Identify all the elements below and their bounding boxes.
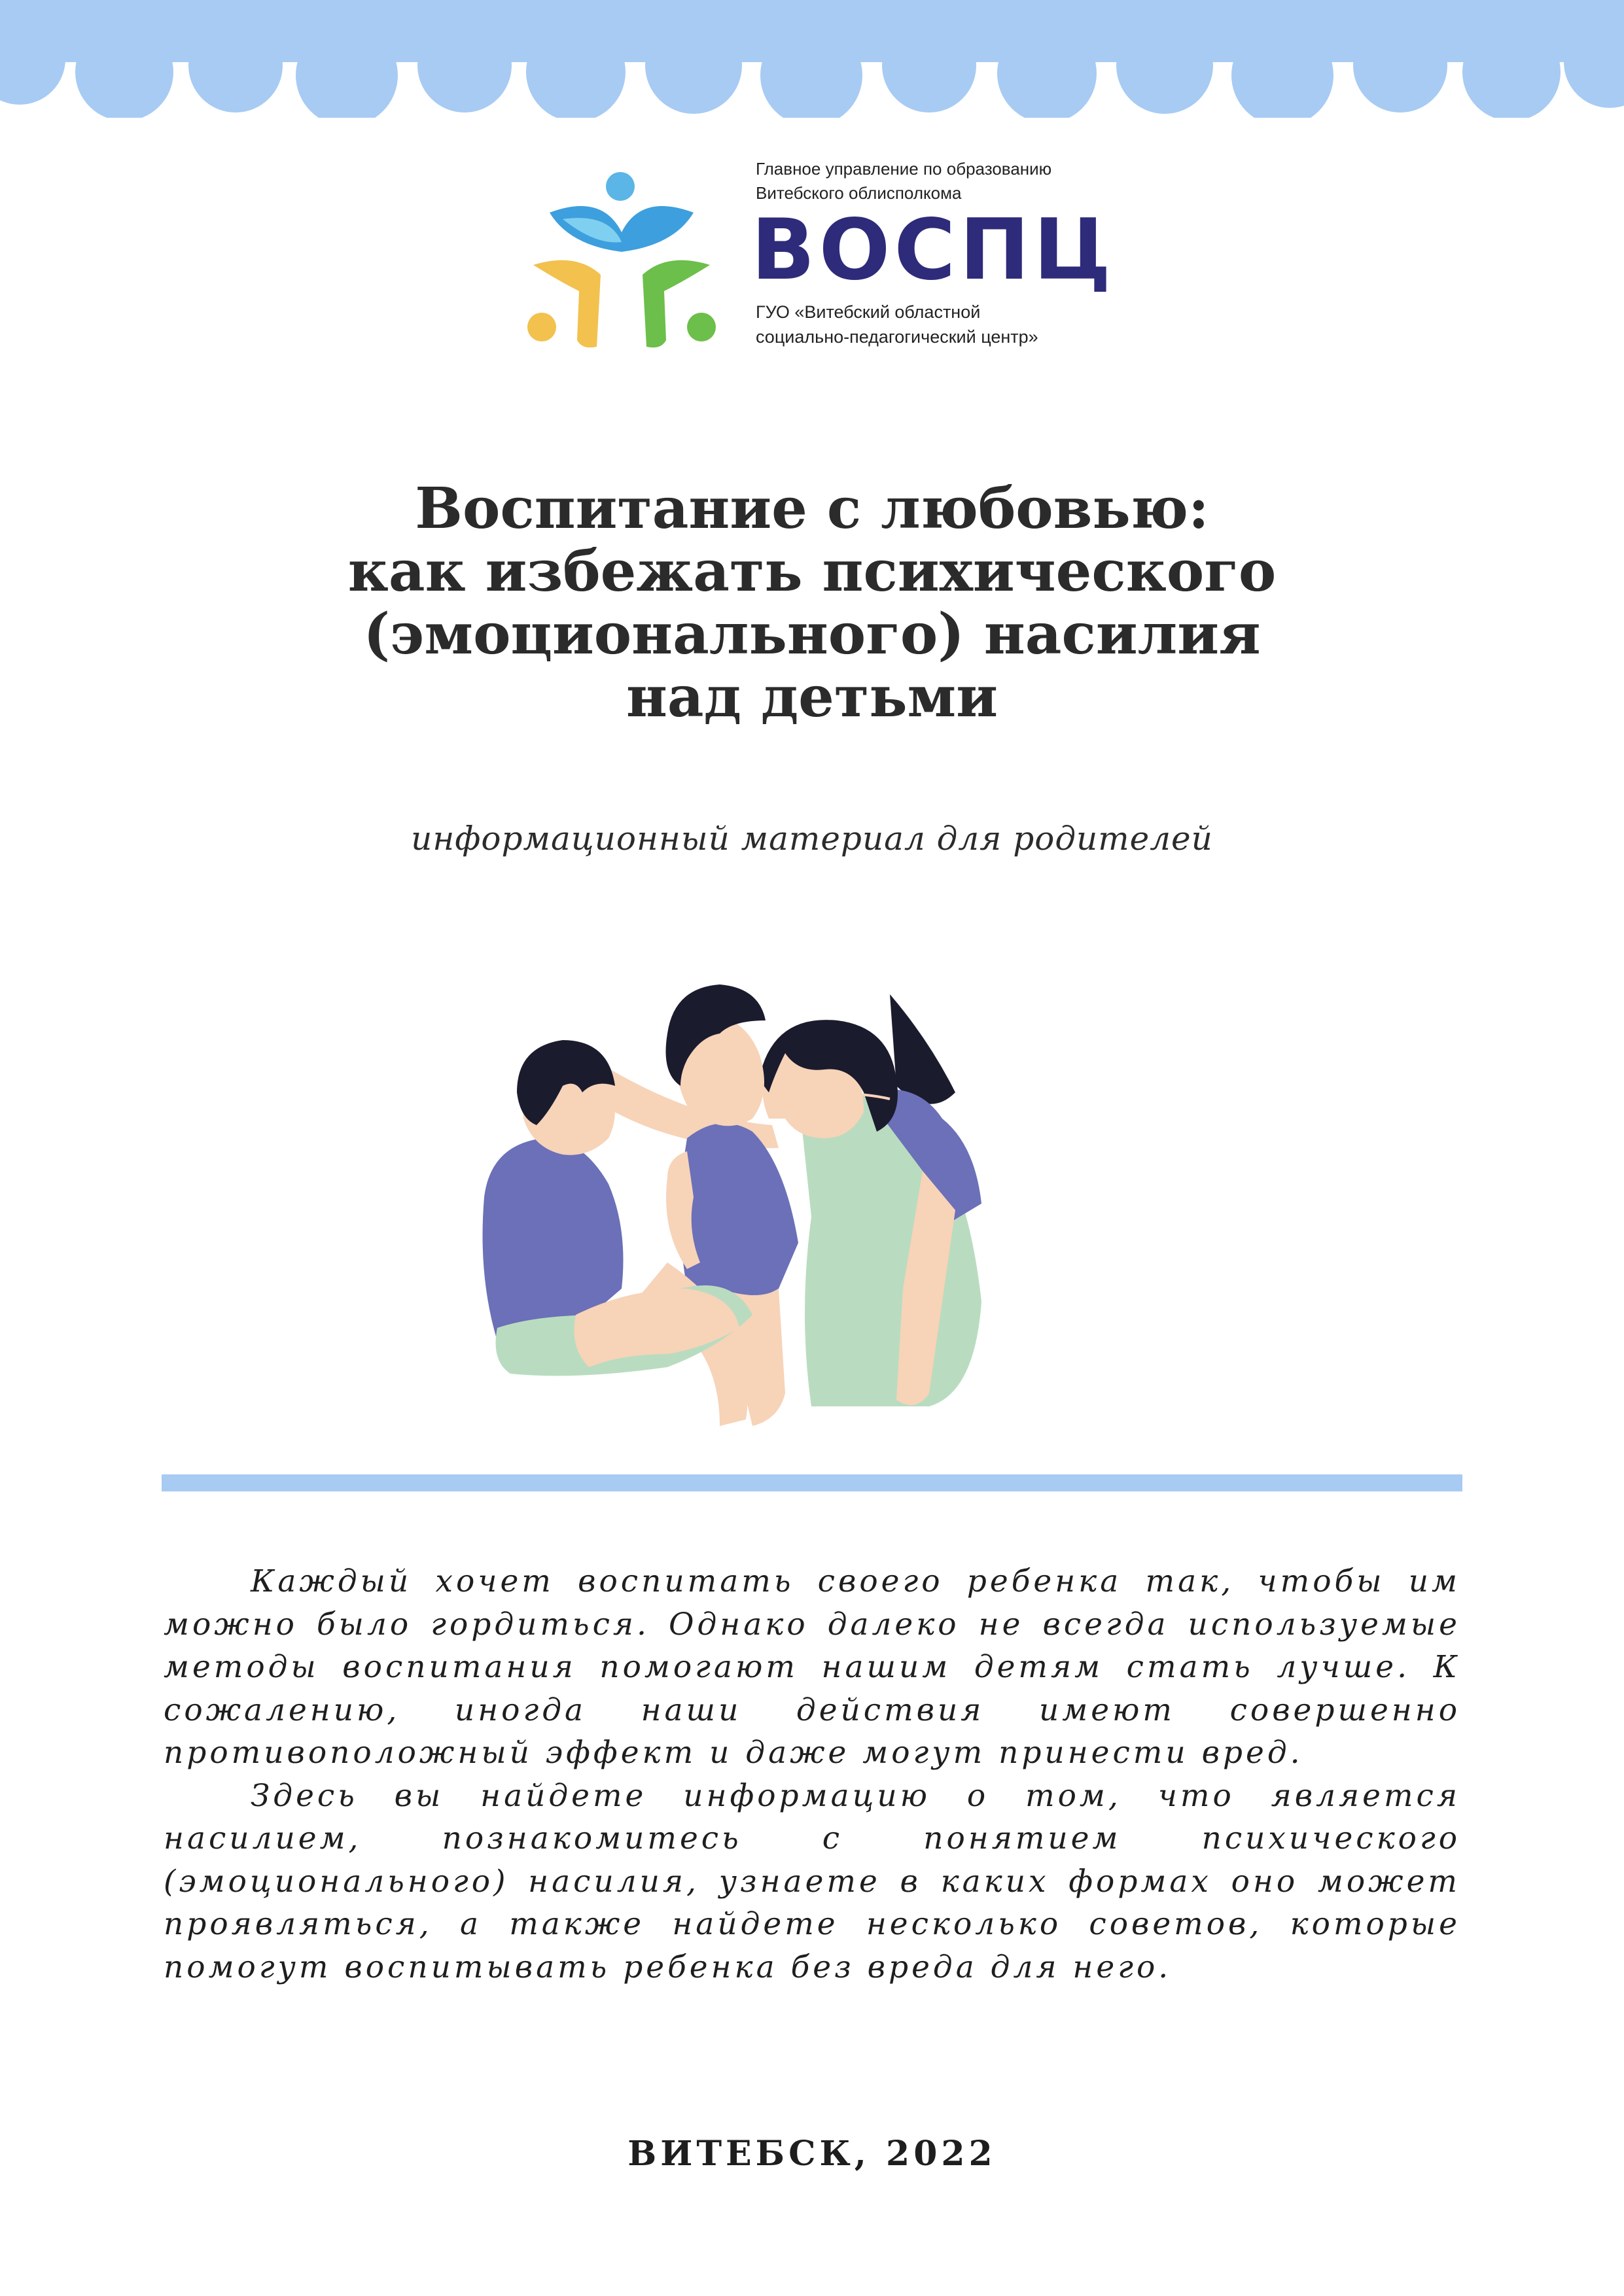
org-full-line: ГУО «Витебский областной <box>756 302 981 322</box>
intro-paragraph: Каждый хочет воспитать своего ребенка так, чтобы им можно было гордиться. Однако далеко не всегда используемые методы воспитания помогают нашим детям стать лучше. К сожалению, иногда наши действия имеют совершенно противоположный эффект и даже могут принести вред. <box>164 1563 1460 1771</box>
document-subtitle: информационный материал для родителей <box>411 820 1213 858</box>
logo-mark <box>523 167 720 353</box>
cloud-border <box>0 0 1624 118</box>
family-illustration <box>471 922 1165 1459</box>
title-line: (эмоционального) насилия <box>363 601 1261 667</box>
org-abbreviation: ВОСПЦ <box>751 201 1116 299</box>
org-full-name <box>756 300 1161 349</box>
org-parent-line: Главное управление по образованию <box>756 159 1052 179</box>
section-divider <box>162 1474 1462 1491</box>
document-title <box>158 478 1466 729</box>
org-parent-line: Витебского облисполкома <box>756 183 962 203</box>
org-parent-name <box>756 157 1122 205</box>
org-full-line: социально-педагогический центр» <box>756 327 1038 347</box>
intro-paragraph: Здесь вы найдете информацию о том, что является насилием, познакомитесь с понятием психического (эмоционального) насилия, узнаете в каких формах оно может проявляться, а также найдете несколько советов, которые помогут воспитывать ребенка без вреда для него. <box>164 1777 1460 1985</box>
place-and-year: ВИТЕБСК, 2022 <box>627 2134 997 2174</box>
intro-text <box>164 1560 1460 1989</box>
mother-figure <box>759 994 981 1406</box>
title-line: над детьми <box>626 664 998 730</box>
title-line: Воспитание с любовью: <box>415 476 1209 542</box>
title-line: как избежать психического <box>347 538 1277 604</box>
